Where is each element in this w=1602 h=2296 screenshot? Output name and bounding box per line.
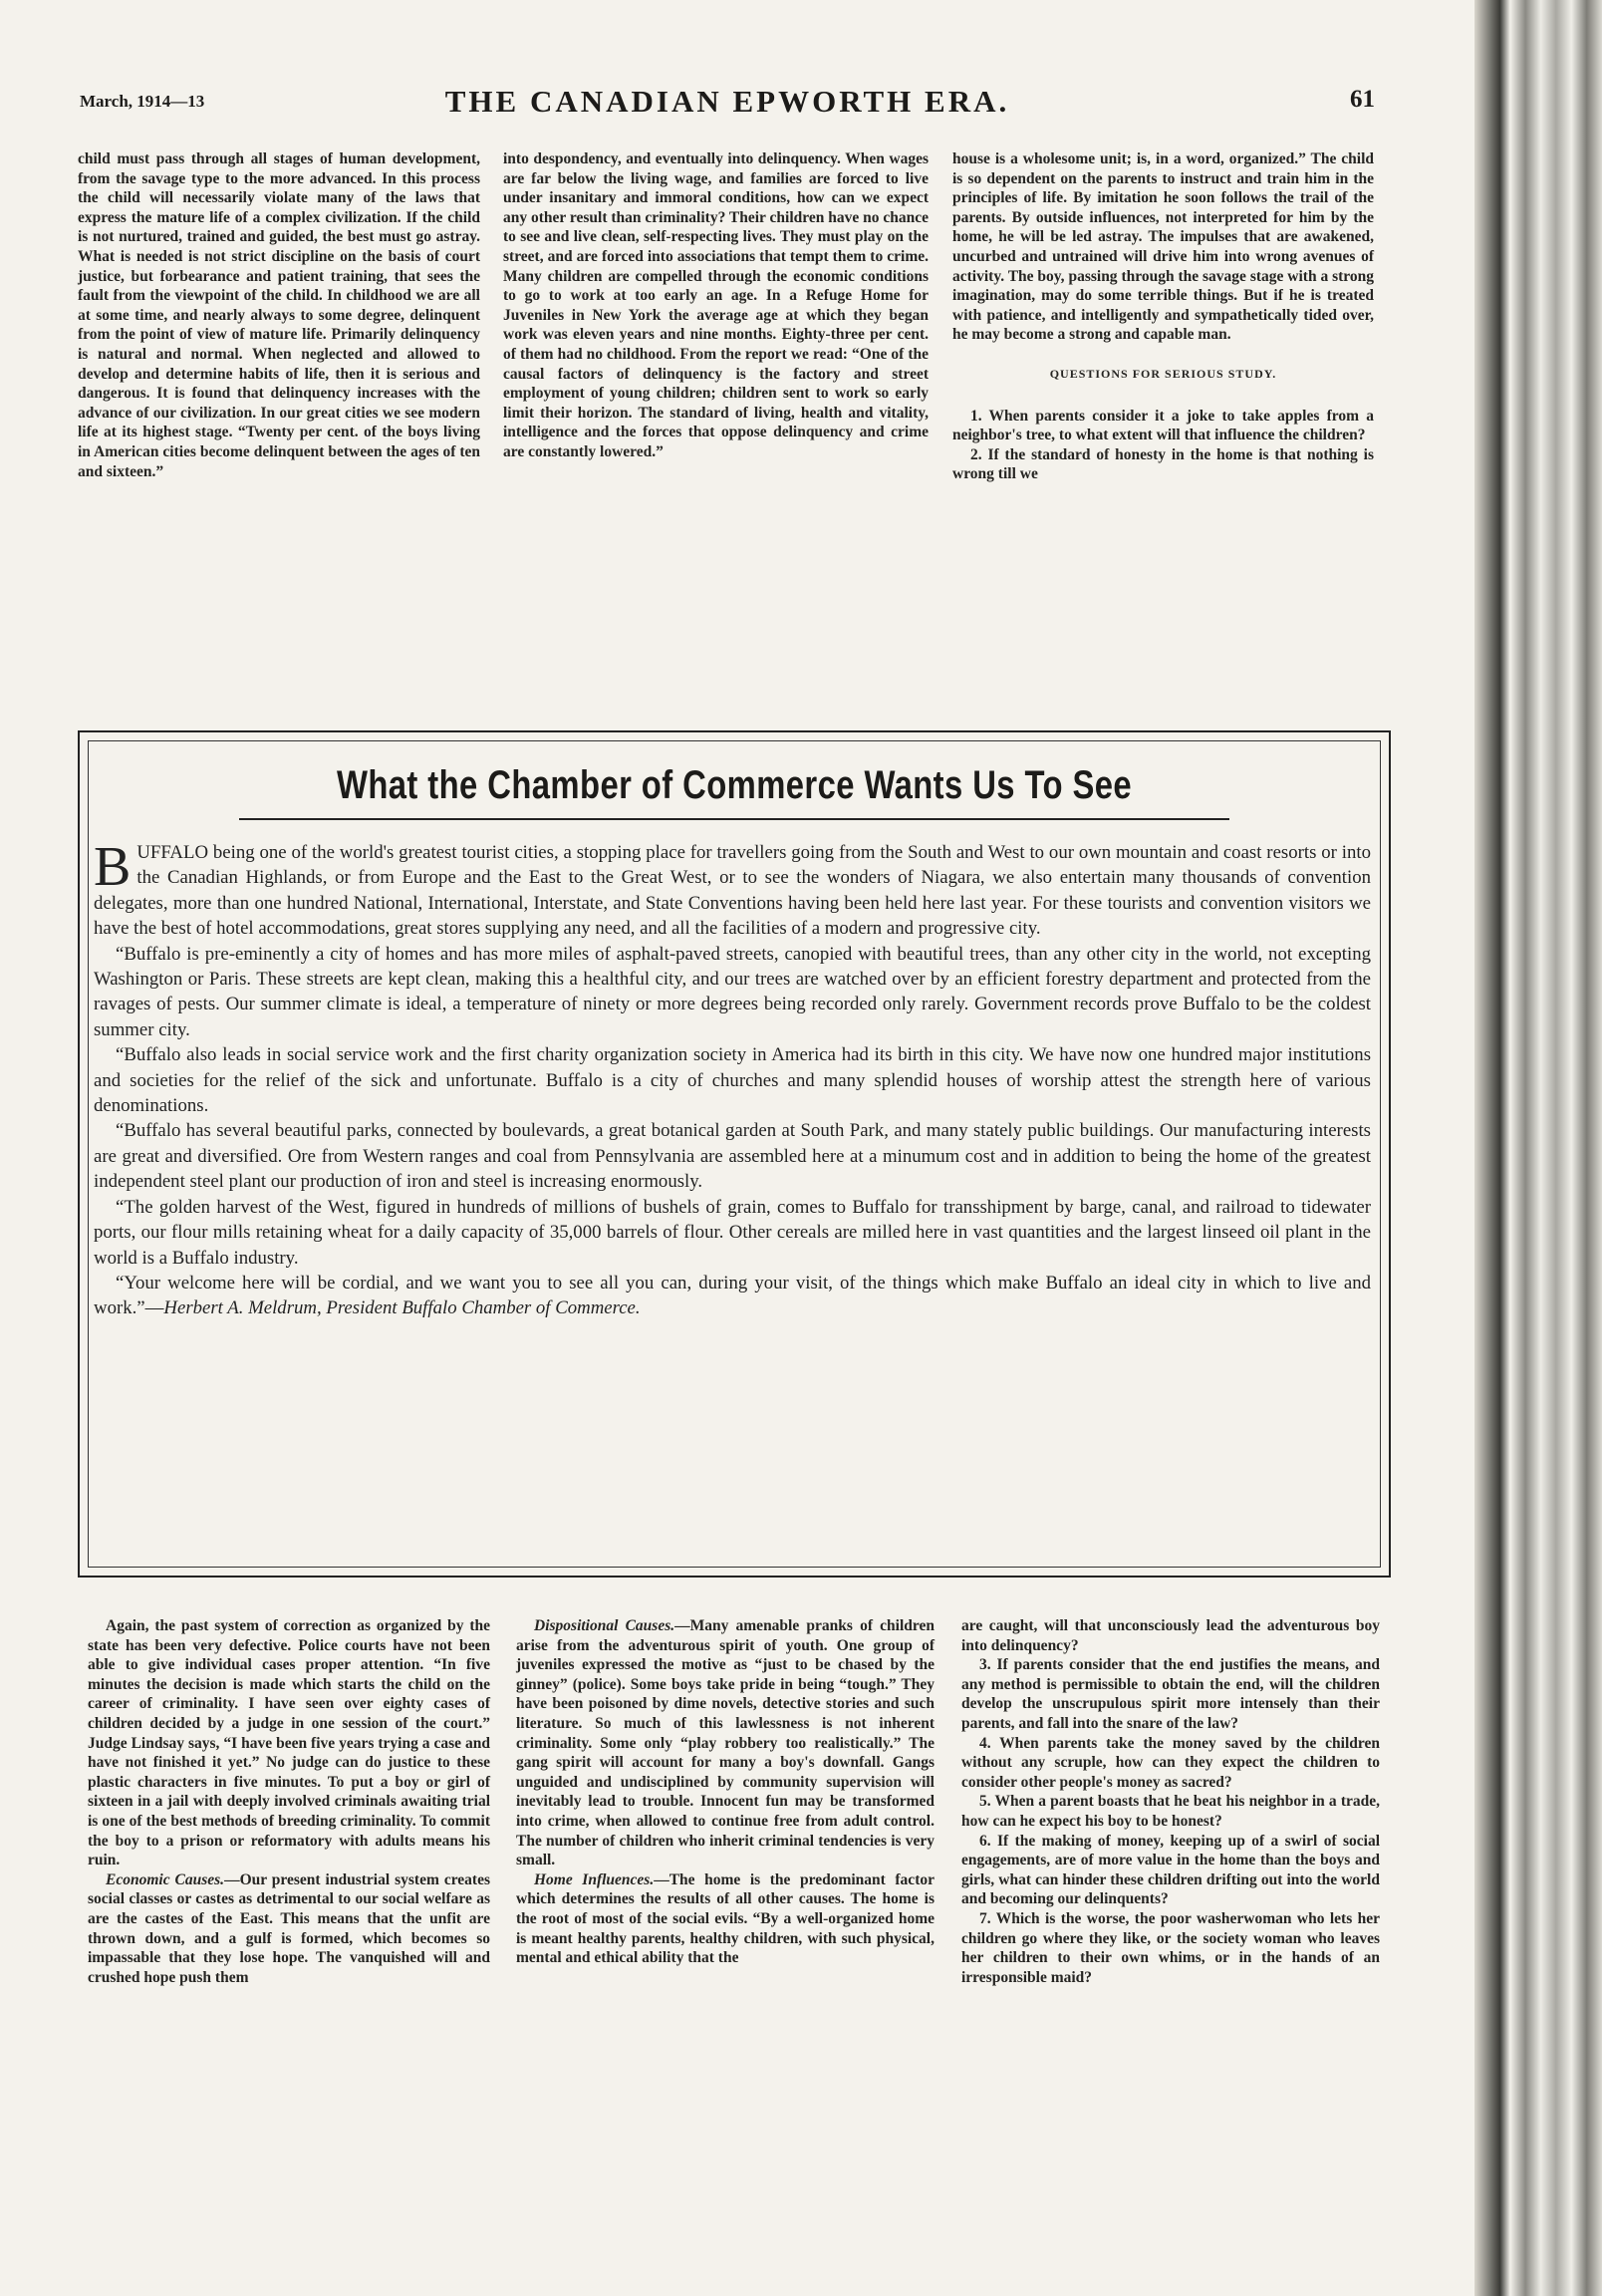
question-item: 6. If the making of money, keeping up of a swirl of social engagements, are of more value in the home than the boys and girls, what can hinder these children drifting out into the world and becoming our delinquents? <box>961 1832 1380 1908</box>
drop-cap: B <box>94 836 132 898</box>
subhead: Home Influences. <box>534 1870 655 1888</box>
paragraph: “Your welcome here will be cordial, and we want you to see all you can, during your visit, of the things which make Buffalo an ideal city in which to live and work.”—Herbert A. Meldrum, President Buffalo Chamber of Commerce. <box>94 1272 1371 1319</box>
paragraph: Economic Causes.—Our present industrial system creates social classes or castes as detrimental to our social welfare as are the castes of the East. This means that the unfit are thrown down, and a gulf is formed, which becomes so impassable that they lose hope. The vanquished will and crushed hope push them <box>88 1870 490 1986</box>
paragraph: “Buffalo is pre-eminently a city of homes and has more miles of asphalt-paved streets, canopied with beautiful trees, than any other city in the world, not excepting Washington or Paris. These streets are kept clean, making this a healthful city, and our trees are watched over by an efficient forestry department and protected from the ravages of pests. Our summer climate is ideal, a temperature of ninety or more degrees being recorded only rarely. Government records prove Buffalo to be the coldest summer city. <box>94 943 1371 1040</box>
paragraph: “Buffalo also leads in social service work and the first charity organization society in America had its birth in this city. We have now one hundred major institutions and societies for the relief of the sick and unfortunate. Buffalo is a city of churches and many splendid houses of worship attest the strength here of various denominations. <box>94 1044 1371 1117</box>
bottom-column-1 <box>88 1616 490 1987</box>
paragraph: are caught, will that unconsciously lead the adventurous boy into delinquency? <box>961 1617 1380 1654</box>
paragraph: Again, the past system of correction as organized by the state has been very defective. Police courts have not been able to give individual cases proper attention. “In five minutes the decision is made which starts the child on the career of criminality. I have seen over eighty cases of children decided by a judge in one session of the court.” Judge Lindsay says, “I have been five years trying a case and have not finished it yet.” No judge can do justice to these plastic characters in five minutes. To put a boy or girl of sixteen in a jail with deeply involved criminals awaiting trial is one of the best methods of breeding criminality. To commit the boy to a prison or reformatory with adults means his ruin. <box>88 1617 490 1869</box>
section-heading: QUESTIONS FOR SERIOUS STUDY. <box>1049 366 1277 381</box>
headline-rule <box>239 818 1229 820</box>
feature-body <box>94 836 1371 1321</box>
paragraph: “Buffalo has several beautiful parks, connected by boulevards, a great botanical garden at South Park, and many stately public buildings. Our manufacturing interests are great and diversified. Ore from Western ranges and coal from Pennsylvania are assembled here at a minumum cost and in addition to being the home of the greatest independent steel plant our production of iron and steel is increasing enormously. <box>94 1120 1371 1193</box>
paragraph: into despondency, and eventually into delinquency. When wages are far below the living wage, and families are forced to live under insanitary and immoral conditions, how can we expect any other result than criminality? Their children have no chance to see and live clean, self-respecting lives. They must play on the street, and are forced into associations that tempt them to crime. Many children are compelled through the economic conditions to go to work at too early an age. In a Refuge Home for Juveniles in New York the average age at which they began work was eleven years and nine months. Eighty-three per cent. of them had no childhood. From the report we read: “One of the causal factors of delinquency is the factory and street employment of young children; children sent to work so early limit their horizon. The standard of living, health and vitality, intelligence and the forces that oppose delinquency and crime are constantly lowered.” <box>503 150 929 460</box>
paragraph: Dispositional Causes.—Many amenable pranks of children arise from the adventurous spirit of youth. One group of juveniles expressed the motive as “just to be chased by the ginney” (police). Some boys take pride in being “tough.” They have been poisoned by dime novels, detective stories and such literature. So much of this lawlessness is not inherent criminality. Some only “play robbery too realistically.” The gang spirit will account for many a boy's downfall. Gangs unguided and undisciplined by community supervision will inevitably lead to trouble. Innocent fun may be transformed into crime, when allowed to continue free from adult control. The number of children who inherit criminal tendencies is very small. <box>516 1617 934 1869</box>
question-item: 4. When parents take the money saved by the children without any scruple, how can they expect the children to consider other people's money as sacred? <box>961 1734 1380 1791</box>
feature-box <box>78 730 1391 1578</box>
paragraph: child must pass through all stages of human development, from the savage type to the more advanced. In this process the child will necessarily violate many of the laws that express the mature life of a complex civilization. If the child is not nurtured, trained and guided, the best must go astray. What is needed is not strict discipline on the basis of court justice, but forbearance and patient training, that sees the fault from the viewpoint of the child. In childhood we are all at some time, and nearly always to some degree, delinquent from the point of view of mature life. Primarily delinquency is natural and normal. When neglected and allowed to develop and determine habits of life, then it is serious and dangerous. It is found that delinquency increases with the advance of our civilization. In our great cities we see modern life at its highest stage. “Twenty per cent. of the boys living in American cities become delinquent between the ages of ten and sixteen.” <box>78 150 480 480</box>
question-item: 1. When parents consider it a joke to take apples from a neighbor's tree, to what extent will that influence the children? <box>952 407 1374 444</box>
issue-date: March, 1914—13 <box>80 92 205 111</box>
publication-title: THE CANADIAN EPWORTH ERA. <box>444 84 1010 119</box>
paragraph: “The golden harvest of the West, figured in hundreds of millions of bushels of grain, comes to Buffalo for transshipment by barge, canal, and railroad to tidewater ports, our flour mills retaining wheat for a daily capacity of 35,000 barrels of flour. Other cereals are milled here in vast quantities and the largest linseed oil plant in the world is a Buffalo industry. <box>94 1196 1371 1269</box>
feature-headline: What the Chamber of Commerce Wants Us To See <box>336 763 1133 807</box>
top-column-2 <box>503 149 929 462</box>
question-item: 3. If parents consider that the end justifies the means, and any method is permissible to obtain the end, will the children develop the unscrupulous spirit more intensely than their parents, and fall into the snare of the law? <box>961 1656 1380 1732</box>
top-column-1 <box>78 149 480 481</box>
signature: Herbert A. Meldrum, President Buffalo Chamber of Commerce. <box>163 1297 641 1319</box>
paragraph: house is a wholesome unit; is, in a word, organized.” The child is so dependent on the parents to instruct and train him in the principles of life. By imitation he soon follows the trail of the parents. By outside influences, not interpreted for him by the home, he will be led astray. The impulses that are awakened, uncurbed and untrained will drive him into wrong avenues of activity. The boy, passing through the savage stage with a strong imagination, may do some terrible things. But if he is treated with patience, and intelligently and sympathetically tided over, he may become a strong and capable man. <box>952 150 1374 344</box>
subhead: Economic Causes. <box>106 1870 225 1888</box>
page-header <box>80 84 1375 124</box>
question-item: 7. Which is the worse, the poor washerwoman who lets her children go where they like, or the society woman who leaves her children to their own whims, or in the hands of an irresponsible maid? <box>961 1909 1380 1986</box>
bottom-column-2 <box>516 1616 934 1968</box>
page-number: 61 <box>1350 86 1375 113</box>
paragraph: Home Influences.—The home is the predominant factor which determines the results of all other causes. The home is the root of most of the social evils. “By a well-organized home is meant healthy parents, healthy children, with such physical, mental and ethical ability that the <box>516 1870 934 1967</box>
paragraph: BUFFALO being one of the world's greatest tourist cities, a stopping place for travellers going from the South and West to our own mountain and coast resorts or into the Canadian Highlands, or from Europe and the East to the Great West, or to see the wonders of Niagara, we also entertain many thousands of convention delegates, more than one hundred National, International, Interstate, and State Conventions having been held here last year. For these tourists and convention visitors we have the best of hotel accommodations, great stores supplying any need, and all the facilities of a modern and progressive city. <box>94 836 1371 940</box>
subhead: Dispositional Causes. <box>534 1617 675 1634</box>
top-column-3 <box>952 149 1374 484</box>
question-item: 5. When a parent boasts that he beat his neighbor in a trade, how can he expect his boy to be honest? <box>961 1793 1380 1830</box>
book-binding-edge <box>1474 0 1602 2296</box>
question-item: 2. If the standard of honesty in the home is that nothing is wrong till we <box>952 445 1374 483</box>
bottom-column-3 <box>961 1616 1380 1987</box>
